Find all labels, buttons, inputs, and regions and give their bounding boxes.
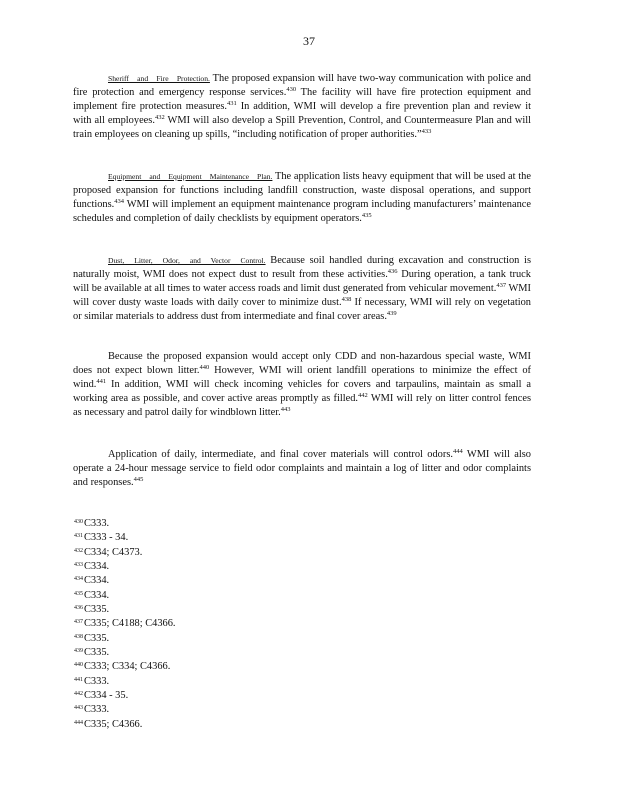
footnote-reference: 431 <box>227 99 237 107</box>
footnote-item <box>74 675 374 689</box>
paragraph-sheriff-fire <box>73 72 531 142</box>
paragraph-text: WMI will cover dusty waste loads with daily cover to minimize dust. <box>73 282 531 308</box>
page-number: 37 <box>303 34 315 48</box>
paragraph-blown-litter <box>73 350 531 420</box>
paragraph-dust-litter-odor-vector <box>73 254 531 324</box>
footnote-number: 436 <box>74 605 83 612</box>
footnote-item <box>74 560 374 574</box>
footnote-text: C335; C4366. <box>84 718 143 730</box>
footnote-item <box>74 517 374 531</box>
footnote-number: 437 <box>74 619 83 626</box>
footnote-number: 443 <box>74 705 83 712</box>
paragraph-text: If necessary, WMI will rely on vegetation or similar materials to address dust from intermediate and final cover areas. <box>73 296 531 322</box>
paragraph-text: In addition, WMI will develop a fire prevention plan and review it with all employees. <box>73 100 531 126</box>
paragraph-odor-control <box>73 448 531 490</box>
paragraph-text: Because soil handled during excavation and construction is naturally moist, WMI does not expect dust to result from these activities. <box>73 255 531 280</box>
footnote-reference: 441 <box>96 377 107 385</box>
footnote-text: C333. <box>84 675 110 687</box>
paragraph-text: During operation, a tank truck will be available at all times to water access roads and limit dust generated from vehicular movement. <box>73 268 531 294</box>
footnote-reference: 445 <box>133 475 144 483</box>
paragraph-text: WMI will implement an equipment maintenance program including manufacturers’ maintenance schedules and completion of daily checklists by equipment operators. <box>73 198 531 224</box>
footnote-reference: 432 <box>154 113 165 121</box>
footnote-text: C335. <box>84 647 110 659</box>
footnote-number: 431 <box>74 533 83 540</box>
footnote-text: C334. <box>84 561 110 573</box>
footnote-reference: 442 <box>358 391 368 399</box>
paragraph-indent <box>73 351 108 362</box>
footnote-text: C333 - 34. <box>84 532 129 544</box>
footnote-number: 433 <box>74 562 83 569</box>
paragraph-text: WMI will also develop a Spill Prevention, Control, and Countermeasure Plan and will train employees on cleaning up spills, “including notification of proper authorities.” <box>73 114 531 140</box>
footnote-number: 438 <box>74 633 83 640</box>
footnote-text: C334; C4373. <box>84 546 143 558</box>
paragraph-indent <box>73 73 108 84</box>
paragraph-text: The application lists heavy equipment that will be used at the proposed expansion for functions including landfill construction, waste disposal operations, and support functions. <box>73 171 531 210</box>
paragraph-text: However, WMI will orient landfill operations to minimize the effect of wind. <box>73 364 531 390</box>
footnote-reference: 438 <box>341 295 352 303</box>
footnote-item <box>74 718 374 732</box>
paragraph-indent <box>73 171 108 182</box>
paragraph-equipment-maintenance <box>73 170 531 226</box>
section-heading: Sheriff and Fire Protection. <box>108 74 210 83</box>
footnote-number: 439 <box>74 648 83 655</box>
footnote-number: 444 <box>74 719 83 726</box>
footnote-reference: 440 <box>199 363 210 371</box>
footnote-item <box>74 646 374 660</box>
footnote-number: 432 <box>74 547 83 554</box>
footnotes-list <box>74 517 374 732</box>
paragraph-text: Application of daily, intermediate, and final cover materials will control odors. <box>108 449 453 460</box>
footnote-reference: 434 <box>114 197 125 205</box>
footnote-reference: 433 <box>421 127 432 135</box>
footnote-item <box>74 617 374 631</box>
footnote-item <box>74 546 374 560</box>
footnote-number: 435 <box>74 590 83 597</box>
footnote-text: C334. <box>84 575 110 587</box>
footnote-text: C335. <box>84 632 110 644</box>
footnote-reference: 439 <box>386 309 397 317</box>
footnote-text: C335; C4188; C4366. <box>84 618 176 630</box>
footnote-reference: 435 <box>361 211 372 219</box>
footnote-item <box>74 589 374 603</box>
footnote-text: C333; C334; C4366. <box>84 661 171 673</box>
footnote-text: C334 - 35. <box>84 690 129 702</box>
footnote-item <box>74 703 374 717</box>
paragraph-text: The facility will have fire protection equipment and implement fire protection measures. <box>73 86 531 112</box>
footnote-text: C334. <box>84 589 110 601</box>
footnote-number: 441 <box>74 676 83 683</box>
footnote-item <box>74 632 374 646</box>
footnote-item <box>74 603 374 617</box>
footnote-number: 430 <box>74 519 83 525</box>
paragraph-text: In addition, WMI will check incoming vehicles for covers and tarpaulins, maintain as small a working area as possible, and cover active areas promptly as filled. <box>73 378 531 404</box>
section-heading: Equipment and Equipment Maintenance Plan. <box>108 172 273 181</box>
footnote-reference: 436 <box>387 267 398 275</box>
footnote-number: 434 <box>74 576 83 583</box>
footnote-item <box>74 531 374 545</box>
paragraph-text: The proposed expansion will have two-way communication with police and fire protection and emergency response services. <box>73 73 531 98</box>
footnote-reference: 430 <box>286 85 297 93</box>
paragraph-text: Because the proposed expansion would accept only CDD and non-hazardous special waste, WMI does not expect blown litter. <box>73 351 531 376</box>
footnote-number: 442 <box>74 691 83 698</box>
paragraph-text: WMI will rely on litter control fences as necessary and patrol daily for windblown litter. <box>73 392 531 418</box>
footnote-reference: 443 <box>280 405 291 413</box>
paragraph-text: WMI will also operate a 24-hour message service to field odor complaints and maintain a log of litter and odor complaints and responses. <box>73 449 532 488</box>
footnote-item <box>74 689 374 703</box>
footnote-reference: 437 <box>496 281 507 289</box>
paragraph-indent <box>73 449 108 460</box>
paragraph-indent <box>73 255 108 266</box>
section-heading: Dust, Litter, Odor, and Vector Control. <box>108 256 266 265</box>
footnote-reference: 444 <box>452 448 463 455</box>
footnote-item <box>74 574 374 588</box>
footnote-item <box>74 660 374 674</box>
footnote-number: 440 <box>74 662 83 669</box>
footnote-text: C335. <box>84 604 110 616</box>
footnote-text: C333. <box>84 518 110 529</box>
footnote-text: C333. <box>84 704 110 716</box>
